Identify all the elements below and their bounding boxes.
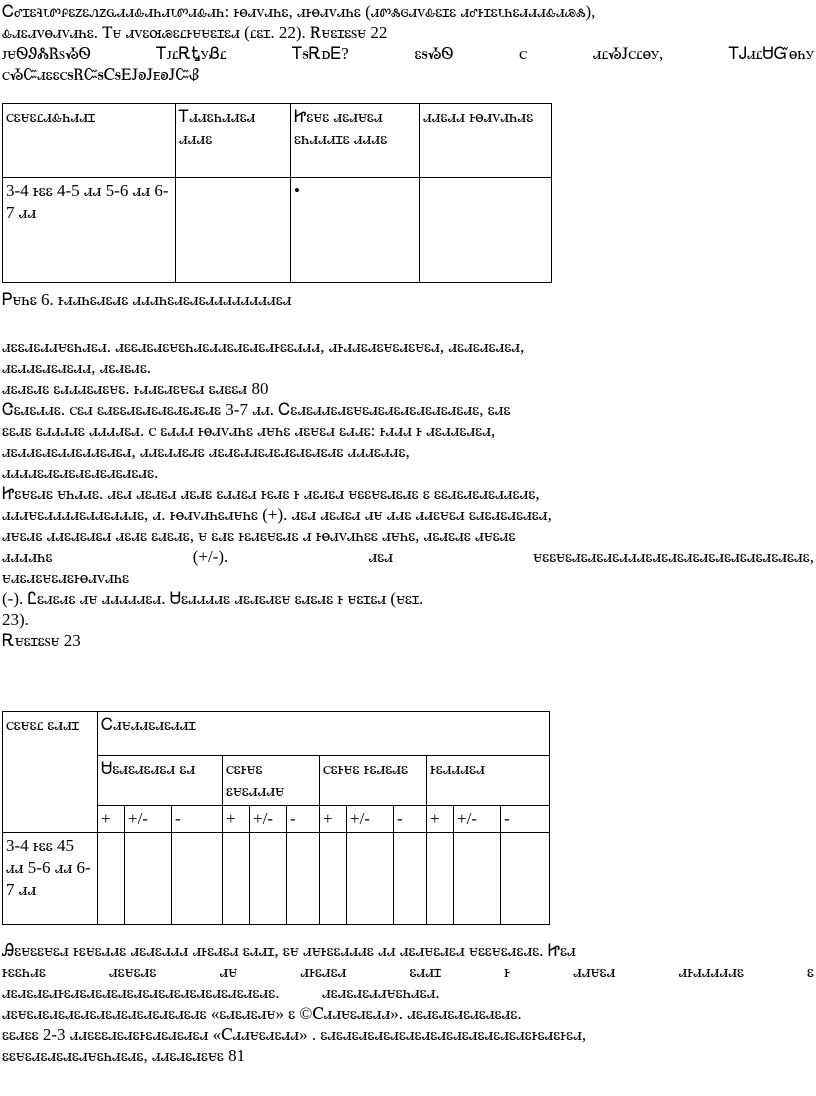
mark-header: + [223, 806, 250, 833]
body-line: (-). Ꮭꮛꮧꮛꮧꮛ ꮧꮜ ꮧꮧꮧꮧꮧꮛꮧ. Ꮜꮛꮧꮧꮧꮧꮛ ꮧꮛꮧꮛꮧꮛꮜ ꮛꮧꮛꮧꮛ ꮀ ꮜꮛꮖꮛꮧ (ꮜꮛꮖ. [2, 589, 424, 608]
body-line: ꮜꮧꮛꮧꮛꮜꮛꮧꮛꮀꮎꮧꮩꮧꮒꮛ [2, 568, 130, 587]
table-cell [394, 833, 427, 925]
table-group-header: Ꮯꮧꮜꮧꮧꮛꮧꮛꮧꮧꮖ [98, 712, 550, 756]
intro-word: ꮛꭶᏱᏫ [414, 44, 454, 63]
mark-header: +/- [347, 806, 394, 833]
body-line: ꮧꮜꮛꮧꮛ ꮧꮧꮛꮧꮛꮧꮛꮧ ꮧꮛꮧꮛ ꮛꮧꮛꮧꮛ, ꮜ ꮛꮧꮛ ꮀꮛꮧꮛꮜꮛꮧꮛ ꮧ ꮀꮎꮧꮩꮧꮒꮛꮛ ꮧꮜꮒꮛ, ꮧꮛꮧꮛꮧꮛ ꮧꮜꮛꮧꮛ [2, 526, 516, 545]
table-cell [501, 833, 550, 925]
footer-line: Ꭿꮛꮜꮛꮛꮜꮛꮧ ꮀꮛꮜꮛꮧꮧꮛ ꮧꮛꮧꮛꮧꮧꮧ ꮧꮀꮛꮧꮛꮧ ꮛꮧꮧꮖ, ꮛꮜ ꮧꮜꮀꮛꮛꮧꮧꮧꮛ ꮧꮧ ꮧꮛꮧꮜꮛꮧꮛꮧ ꮜꮛꮛꮜꮛꮧꮛꮧꮛ. Ꮵꮛꮧ [2, 941, 576, 960]
footer-word: ꮀ [504, 962, 511, 981]
table-header: Ꮵꮛꮜꮛ ꮧꮛꮧꮜꮛꮧ ꮛꮒꮧꮧꮧꮖꮛ ꮧꮧꮧꮛ [291, 104, 420, 178]
intro-line: ꮂꮧꮛꮧꮩꮎꮧꮩꮧꮒꮛ. Ꭲꮜ ꮧꮩꮛꮊꮚꮛꮭꮀꮜꮜꮛꮖꮛꮧ (ꮭꮛꮖ. 22). Ꭱꮜꮛꮖꮛꮪꮜ 22 [2, 23, 388, 42]
intro-word: ꮯ [519, 44, 527, 63]
table-cell [250, 833, 287, 925]
table-cell [347, 833, 394, 925]
table-cell [287, 833, 320, 925]
table-corner-header: ꮯꮛꮜꮛꮭ ꮛꮧꮧꮖ [3, 712, 98, 833]
body-line: Ꮳꮛꮧꮛꮧꮧꮛ. ꮯꮛꮧ ꮛꮧꮛꮛꮧꮛꮧꮛꮧꮛꮧꮛꮧꮛꮧꮛ 3-7 ꮧꮧ. Ꮯꮛꮧꮛꮧꮧꮛꮧꮛꮜꮛꮧꮛꮧꮛꮧꮛꮧꮛꮧꮛꮧꮛꮧꮛ, ꮛꮧꮛ [2, 400, 511, 419]
table-cell: • [291, 178, 420, 283]
observation-table-1 [2, 103, 552, 283]
mark-header: + [427, 806, 454, 833]
table-subgroup-header: Ꮜꮛꮧꮛꮧꮛꮧꮛꮧ ꮛꮧ [98, 756, 223, 806]
intro-line: Ꮯꮄꮖꮛꮈꮣꮫꮅꮛꮓꮛꮑꮓꮹꮧꮧꮂꮧꮒꮧꮣꮫꮧꮂꮧꮒ: ꮀꮎꮧꮩꮧꮒꮛ, ꮧꮀꮎꮧꮩꮧꮒꮛ (ꮧꮫꮬꮆꮧꮩꮂꮛꮖꮛ ꮧꮄꮀꮖꮛꮣꮒꮛꮧꮧꮧꮂꮧꮚꮬ), [2, 2, 596, 21]
mark-header: - [394, 806, 427, 833]
table-cell [427, 833, 454, 925]
footer-line: ꮛꮛꮧꮛꮛ 2-3 ꮧꮧꮛꮛꮛꮧꮛꮧꮛꮀꮛꮧꮛꮧꮛꮧꮛꮧ «Ꮯꮧꮧꮜꮛꮧꮛꮧꮧ» . ꮛꮧꮛꮧꮛꮧꮛꮧꮛꮧꮛꮧꮛꮧꮛꮧꮛꮧꮛꮧꮛꮧꮛꮧꮛꮧꮛꮀꮛꮧꮛꮀꮛꮧ, [2, 1025, 587, 1044]
footer-line: ꮛꮛꮜꮛꮧꮛꮧꮛꮧꮛꮧꮜꮛꮒꮧꮛꮧꮛ, ꮧꮧꮛꮧꮛꮧꮛꮜꮛ 81 [2, 1046, 246, 1065]
footer-word: ꮧꮧꮜꮛꮧ [573, 962, 616, 981]
mark-header: +/- [454, 806, 501, 833]
table-cell: 3-4 ꮀꮛꮛ 4-5 ꮧꮧ 5-6 ꮧꮧ 6-7 ꮧꮧ [3, 178, 176, 283]
table-cell [172, 833, 223, 925]
table-caption [2, 289, 814, 310]
table-subgroup-header: ꮀꮛꮧꮧꮧꮛꮧ [427, 756, 550, 806]
footer-line: ꮧꮛꮜꮛꮧꮛꮧꮛꮧꮛꮧꮛꮧꮛꮧꮛꮧꮛꮧꮛꮧꮛꮧꮛꮧꮛ «ꮛꮧꮛꮧꮛꮧꮜ» ꮛ ©Ꮯꮧꮧꮜꮛꮧꮛꮧꮧ». ꮧꮛꮧꮛꮧꮛꮧꮛꮧꮛꮧꮛꮧꮛ. [2, 1004, 522, 1023]
body-line: ꮧꮛꮧꮧꮛꮧꮛꮧꮛꮧꮧ, ꮧꮛꮧꮛꮧꮛ. [2, 358, 152, 377]
mark-header: - [287, 806, 320, 833]
table-header: Ꭲꮧꮧꮛꮒꮧꮧꮛꮧ ꮧꮧꮧꮛ [176, 104, 291, 178]
footer-word: ꮧꮜ [219, 962, 238, 981]
table-header: ꮯꮛꮜꮛꮭꮧꮂꮒꮧꮧꮖ [3, 104, 176, 178]
observation-table-2 [2, 711, 550, 925]
mark-header: +/- [250, 806, 287, 833]
body-word: (+/-). [192, 547, 229, 566]
body-line: ꮧꮛꮛꮧꮛꮧꮧꮜꮛꮒꮧꮛꮧ. ꮧꮛꮛꮧꮛꮧꮛꮜꮛꮒꮧꮛꮧꮧꮛꮧꮛꮧꮛꮧꮀꮛꮛꮧꮧꮧ, ꮧꮀꮧꮧꮛꮧꮛꮜꮛꮧꮛꮜꮛꮧ, ꮧꮛꮧꮛꮧꮛꮧꮛꮧ, [2, 337, 525, 356]
footer-word: ꮧꮀꮧꮧꮧꮧꮧꮛ [678, 962, 744, 981]
intro-paragraph [2, 1, 814, 85]
table-subgroup-header: ꮯꮛꮀꮜꮛ ꮀꮛꮧꮛꮧꮛ [320, 756, 427, 806]
body-word: ꮧꮛꮧ [368, 547, 394, 566]
body-line: ꮛꮛꮧꮛ ꮛꮧꮧꮧꮧꮛ ꮧꮧꮧꮧꮛꮧ. ꮯ ꮛꮧꮧꮧ ꮀꮎꮧꮩꮧꮒꮛ ꮧꮜꮒꮛ ꮧꮛꮜꮛꮧ ꮛꮧꮧꮛ: ꮀꮧꮧꮧ ꮀ ꮧꮛꮧꮧꮛꮧꮛꮧ, [2, 421, 496, 440]
body-line: ꮧꮛꮧꮛꮧꮛ ꮛꮧꮧꮧꮛꮧꮛꮜꮛ. ꮀꮧꮧꮛꮧꮛꮜꮛꮧ ꮛꮧꮛꮛꮧ 80 [2, 379, 269, 398]
table-header: ꮧꮧꮛꮧꮧ ꮀꮎꮧꮩꮧꮒꮧꮛ [420, 104, 552, 178]
body-line: ꮧꮧꮧꮜꮛꮧꮧꮧꮧꮛꮧꮧꮛꮧꮧꮧꮛ, ꮧ. ꮀꮎꮧꮩꮧꮒꮛꮧꮜꮒꮛ (+). ꮧꮛꮧ ꮧꮛꮧꮛꮧ ꮧꮜ ꮧꮧꮛ ꮧꮧꮛꮜꮛꮧ ꮛꮧꮛꮧꮛꮧꮛꮧꮛꮧ, [2, 505, 552, 524]
footer-spread-line [2, 961, 814, 982]
body-spread-line [2, 546, 814, 567]
table-cell [320, 833, 347, 925]
footer-line: ꮧꮛꮧꮛꮧꮛꮧꮀꮛꮧꮛꮧꮛꮧꮛꮧꮛꮧꮛꮧꮛꮧꮛꮧꮛꮧꮛꮧꮛꮧꮛꮧꮛꮧꮛ. ꮧꮛꮧꮛꮧꮛꮧꮧꮜꮛꮒꮧꮛꮧ. [2, 983, 440, 1002]
mark-header: - [172, 806, 223, 833]
intro-spread-line [2, 43, 814, 64]
footer-word: ꮧꮛꮜꮛꮧꮛ [109, 962, 157, 981]
mark-header: + [320, 806, 347, 833]
body-line: 23). [2, 610, 29, 629]
table-subgroup-header: ꮯꮛꮀꮜꮛ ꮛꮜꮛꮧꮧꮧꮜ [223, 756, 320, 806]
intro-line: ꮯᏱᏨꮧꮛꮛꮯꭶᏒᏨꭶᏟꭶᎬᎫꭷᎫꭼꭷᎫᏨᏰ [2, 65, 200, 84]
table-cell [420, 178, 552, 283]
footer-text [2, 940, 814, 1066]
body-line: ꮧꮧꮧꮧꮛꮧꮛꮧꮛꮧꮛꮧꮛꮧꮛꮧꮛꮧꮛ. [2, 463, 159, 482]
footer-word: ꮛꮧꮧꮖ [409, 962, 442, 981]
intro-word: ᎢꭶᎡꭰᎬ? [292, 44, 349, 63]
table-label: Ꭱꮜꮛꮖꮛꮪꮜ 23 [2, 631, 81, 650]
footer-word: ꮧꮀꮛꮧꮛꮧ [300, 962, 347, 981]
footer-word: ꮛ [807, 962, 814, 981]
body-line: Ꮵꮛꮜꮛꮧꮛ ꮜꮒꮧꮧꮛ. ꮧꮛꮧ ꮧꮛꮧꮛꮧ ꮧꮛꮧꮛ ꮛꮧꮧꮛꮧ ꮀꮛꮧꮛ ꮀ ꮧꮛꮧꮛꮧ ꮜꮛꮛꮜꮛꮧꮛꮧꮛ ꮛ ꮛꮛꮧꮛꮧꮛꮧꮛꮧꮧꮛꮧꮛ, [2, 484, 540, 503]
caption-text: Ꮲꮜꮒꮛ 6. ꮀꮧꮧꮒꮛꮧꮛꮧꮛ ꮧꮧꮧꮒꮛꮧꮛꮧꮛꮧꮧꮧꮧꮧꮧꮧꮧꮛꮧ [2, 290, 292, 309]
mark-header: +/- [125, 806, 172, 833]
intro-word: ꮧꮭᏱᎫꮯꮭꮎꭹ, [592, 44, 664, 63]
table-cell [125, 833, 172, 925]
table-cell [223, 833, 250, 925]
table-cell [454, 833, 501, 925]
body-word: ꮜꮛꮛꮜꮛꮧꮛꮧꮛꮧꮛꮧꮧꮧꮛꮧꮛꮧꮛꮧꮛꮧꮛꮧꮛꮧꮛꮧꮛꮧꮛꮧꮛꮧꮛ, [533, 547, 814, 566]
body-line: ꮧꮛꮧꮧꮛꮧꮛꮧꮧꮛꮧꮧꮛꮧꮛꮧ, ꮧꮧꮛꮧꮧꮛꮧꮛ ꮧꮛꮧꮛꮧꮧꮛꮧꮛꮧꮛꮧꮛꮧꮛꮧꮛ ꮧꮧꮧꮛꮧꮧꮛ, [2, 442, 410, 461]
intro-word: ꭻꮜᏫᏭᏜᏒꮪᏱᏫ [2, 44, 91, 63]
footer-word: ꮀꮛꮛꮒꮧꮛ [2, 962, 46, 981]
body-text [2, 336, 814, 651]
intro-word: ᎢꭻꮭᎡᎿꭹᏰꮭ [156, 44, 227, 63]
table-row-label: 3-4 ꮀꮛꮛ 45 ꮧꮧ 5-6 ꮧꮧ 6-7 ꮧꮧ [3, 833, 98, 925]
table-cell [98, 833, 125, 925]
mark-header: - [501, 806, 550, 833]
mark-header: + [98, 806, 125, 833]
intro-word: ᎢᎫꮧꮭᏌᏳꮎꮒꭹ [729, 44, 814, 63]
body-word: ꮧꮧꮧꮧꮒꮛ [2, 547, 53, 566]
table-cell [176, 178, 291, 283]
